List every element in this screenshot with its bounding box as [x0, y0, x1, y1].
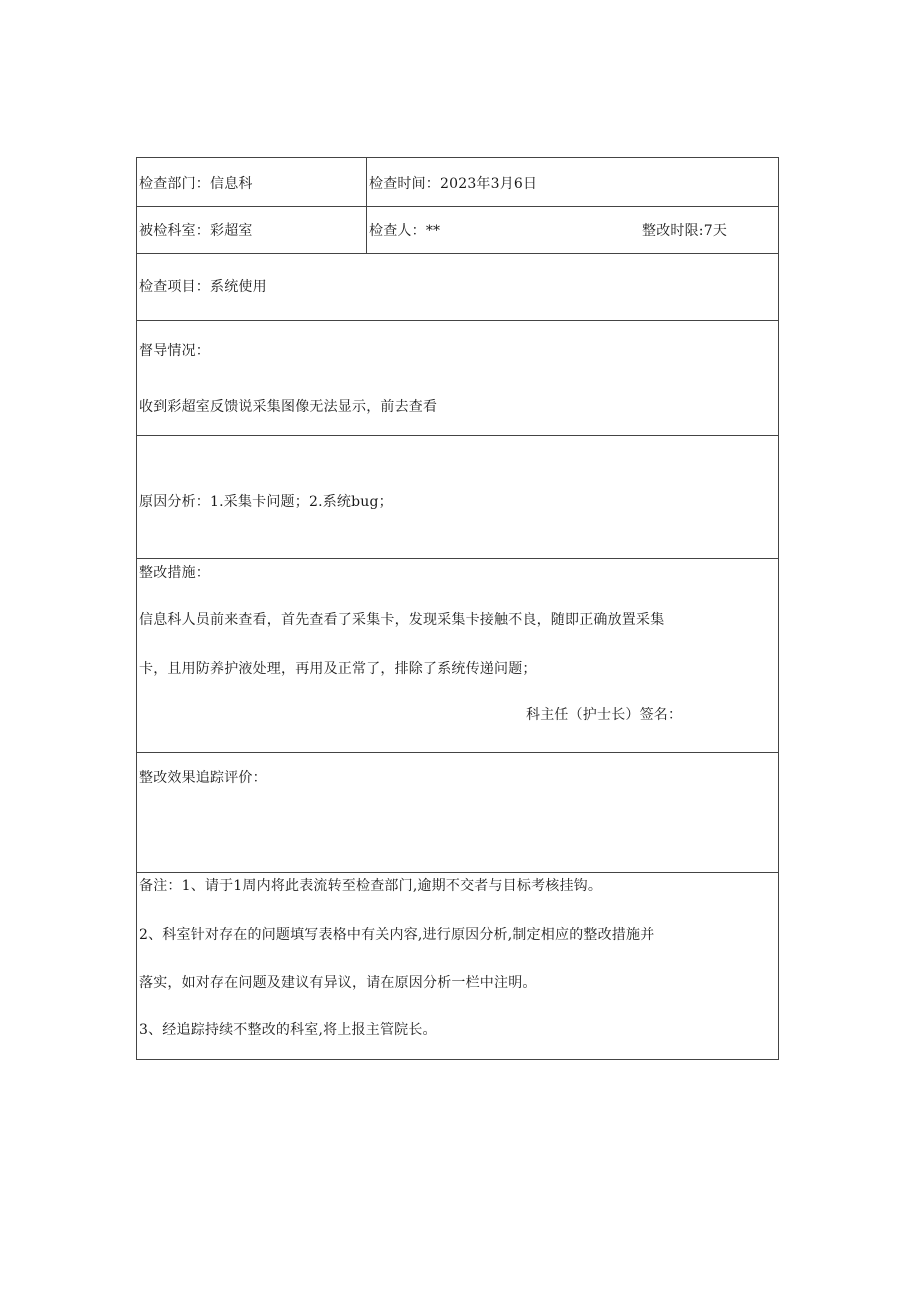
column-divider [366, 207, 367, 253]
item-field [139, 278, 267, 296]
checked-dept-field [139, 222, 253, 240]
row-evaluation [137, 753, 778, 873]
notes-line-4: 3、经追踪持续不整改的科室,将上报主管院长。 [139, 1022, 437, 1038]
deadline-field [642, 222, 727, 240]
item-value: 系统使用 [210, 279, 267, 295]
supervision-label: 督导情况： [139, 343, 210, 359]
rectification-line-2: 卡，且用防养护液处理，再用及正常了，排除了系统传递问题； [139, 661, 537, 677]
row-rectification [137, 559, 778, 753]
row-supervision [137, 321, 778, 436]
time-value: 2023年3月6日 [440, 176, 538, 192]
time-field [369, 175, 537, 193]
dept-value: 信息科 [210, 176, 253, 192]
row-inspection-item [137, 254, 778, 321]
row-dept-time [137, 158, 778, 207]
cause-field [139, 493, 393, 511]
item-label: 检查项目： [139, 279, 210, 295]
time-label: 检查时间： [369, 176, 440, 192]
notes-line-2: 2、科室针对存在的问题填写表格中有关内容,进行原因分析,制定相应的整改措施并 [139, 927, 655, 943]
notes-line-1: 备注：1、请于1周内将此表流转至检查部门,逾期不交者与目标考核挂钩。 [139, 878, 603, 894]
deadline-value: 7天 [703, 223, 728, 239]
column-divider [366, 158, 367, 206]
checked-dept-value: 彩超室 [210, 223, 253, 239]
inspector-field [369, 222, 440, 240]
cause-label: 原因分析： [139, 494, 210, 510]
inspection-form [136, 157, 779, 1060]
inspector-label: 检查人： [369, 223, 426, 239]
dept-label: 检查部门： [139, 176, 210, 192]
row-checked-inspector [137, 207, 778, 254]
deadline-label: 整改时限: [642, 223, 704, 239]
row-notes [137, 873, 778, 1059]
dept-field [139, 175, 253, 193]
inspector-value: ** [425, 223, 441, 239]
supervision-text: 收到彩超室反馈说采集图像无法显示，前去查看 [139, 399, 438, 415]
row-cause-analysis [137, 436, 778, 559]
rectification-label: 整改措施： [139, 565, 210, 581]
cause-text: 1.采集卡问题；2.系统bug； [210, 494, 393, 510]
checked-dept-label: 被检科室： [139, 223, 210, 239]
notes-line-3: 落实，如对存在问题及建议有异议，请在原因分析一栏中注明。 [139, 975, 537, 991]
signature-label: 科主任（护士长）签名： [526, 707, 683, 723]
rectification-line-1: 信息科人员前来查看，首先查看了采集卡，发现采集卡接触不良，随即正确放置采集 [139, 612, 665, 628]
evaluation-label: 整改效果追踪评价： [139, 770, 267, 786]
